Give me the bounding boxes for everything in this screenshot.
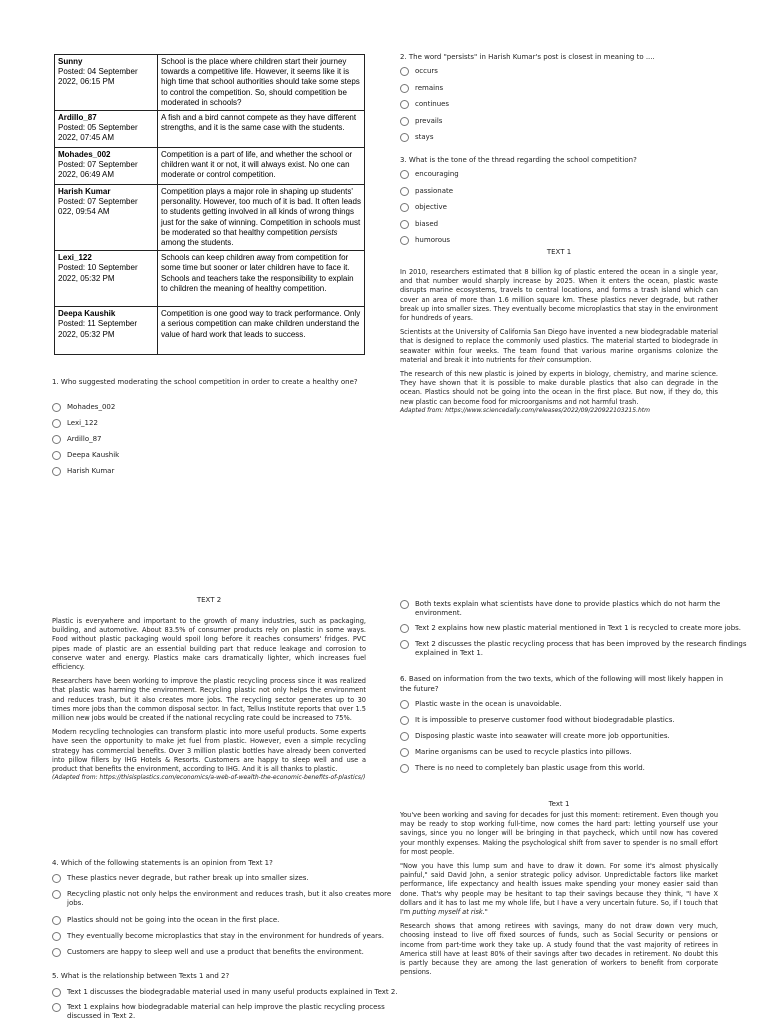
- paragraph: Plastic is everywhere and important to the growth of many industries, such as packaging, building, and automotive. About 83.5% of consumer products rely on plastic in some ways. Food without plastic packaging would spoil long before it reaches consumers' fridges. PVC pipes made of plastic are an essential building part that reduce leakage and corrosion to conserve water and energy. Plastics make cars dramatically lighter, which increases fuel efficiency.: [52, 617, 366, 672]
- answer-option[interactable]: remains: [400, 84, 720, 101]
- answer-option[interactable]: encouraging: [400, 170, 720, 187]
- radio-icon[interactable]: [400, 700, 409, 709]
- radio-icon[interactable]: [400, 748, 409, 757]
- text-1-retirement-heading: Text 1: [548, 800, 570, 808]
- radio-icon[interactable]: [52, 890, 61, 899]
- radio-icon[interactable]: [400, 187, 409, 196]
- question-1: 1. Who suggested moderating the school competition in order to create a healthy one?: [52, 378, 358, 386]
- post-text: Competition is one good way to track performance. Only a serious competition can make children understand the value of hard work that leads to success.: [158, 307, 365, 355]
- question-6-options: [400, 700, 740, 780]
- keyword-persists: persists: [309, 227, 338, 237]
- post-date: Posted: 05 September 2022, 07:45 AM: [58, 123, 138, 143]
- radio-icon[interactable]: [52, 403, 61, 412]
- post-date: Posted: 07 September 2022, 06:49 AM: [58, 160, 138, 180]
- forum-post: [55, 55, 365, 111]
- radio-icon[interactable]: [52, 451, 61, 460]
- question-2: 2. The word "persists" in Harish Kumar's post is closest in meaning to ....: [400, 53, 655, 61]
- radio-icon[interactable]: [52, 988, 61, 997]
- answer-option[interactable]: continues: [400, 100, 720, 117]
- source-citation: (Adapted from: https://thisisplastics.com/economics/a-web-of-wealth-the-economic-benefits-of-plastics/): [52, 774, 366, 782]
- answer-option[interactable]: Deepa Kaushik: [52, 451, 352, 467]
- radio-icon[interactable]: [52, 916, 61, 925]
- post-author: [55, 55, 158, 111]
- radio-icon[interactable]: [400, 133, 409, 142]
- paragraph: In 2010, researchers estimated that 8 billion kg of plastic entered the ocean in a single year, and that number would sharply increase by 2025. When it enters the ocean, plastic waste disrupts marine ecosystems, travels to central locations, and forms a trash island which can cover an area of more than 1.6 million square km. These plastics never degrade, but rather break up into smaller sizes. They eventually become microplastics that stay in the environment for hundreds of years.: [400, 268, 718, 323]
- answer-option[interactable]: biased: [400, 220, 720, 237]
- paragraph: "Now you have this lump sum and have to draw it down. For some it's almost physically painful," said David John, a senior strategic policy advisor. Unpredictable factors like market performance, life expectancy and health issues make spending your money easier said than done. That's why people may be hesitant to tap their savings because they think, "I have X dollars and it has to last me my whole life, but I have a very uncertain future. So, if I touch that I'm putting myself at risk.": [400, 862, 718, 917]
- radio-icon[interactable]: [52, 1003, 61, 1012]
- forum-post: [55, 148, 365, 185]
- text-1-retirement-body: [400, 811, 718, 977]
- question-3-options: [400, 170, 720, 253]
- post-author: [55, 185, 158, 251]
- answer-option[interactable]: Harish Kumar: [52, 467, 352, 483]
- forum-post: [55, 307, 365, 355]
- paragraph: The research of this new plastic is joined by experts in biology, chemistry, and marine science. They have shown that it is possible to make durable plastics that also can degrade in the ocean. Plastics should not be going into the ocean in the first place. But now, if they do, this new plastic can become food for microorganisms and not harmful trash.: [400, 370, 718, 406]
- post-author: [55, 111, 158, 148]
- forum-post: [55, 251, 365, 307]
- radio-icon[interactable]: [400, 203, 409, 212]
- radio-icon[interactable]: [400, 716, 409, 725]
- answer-option[interactable]: objective: [400, 203, 720, 220]
- paragraph: Scientists at the University of California San Diego have invented a new biodegradable material that is designed to replace the commonly used plastics. The material started to biodegrade in seawater within four weeks. The team found that various marine organisms colonize the material and break it into nutrients for their consumption.: [400, 328, 718, 364]
- question-4: 4. Which of the following statements is an opinion from Text 1?: [52, 859, 273, 867]
- question-5: 5. What is the relationship between Texts 1 and 2?: [52, 972, 230, 980]
- radio-icon[interactable]: [52, 419, 61, 428]
- answer-option[interactable]: Text 1 discusses the biodegradable material used in many useful products explained in Text 2.: [52, 988, 402, 1003]
- forum-post: [55, 111, 365, 148]
- username: Lexi_122: [58, 253, 92, 263]
- paragraph: Research shows that among retirees with savings, many do not draw down very much, choosing instead to live off fixed sources of funds, such as Social Security or pensions or income from part-time work they take up. A study found that the vast majority of retirees in America still have at least 80% of their savings after two decades in retirement. No doubt this is partly because they are among the last generation of workers to benefit from corporate pensions.: [400, 922, 718, 977]
- answer-option[interactable]: Ardillo_87: [52, 435, 352, 451]
- text-1-heading: TEXT 1: [546, 248, 572, 256]
- radio-icon[interactable]: [400, 220, 409, 229]
- forum-thread-table: [54, 54, 365, 355]
- answer-option[interactable]: Lexi_122: [52, 419, 352, 435]
- text-2-heading: TEXT 2: [196, 596, 222, 604]
- answer-option[interactable]: Plastics should not be going into the ocean in the first place.: [52, 916, 392, 932]
- post-text: School is the place where children start their journey towards a competitive life. However, it seems like it is high time that school authorities should take some steps to control the competition. So, should competition be moderated in schools?: [158, 55, 365, 111]
- answer-option[interactable]: stays: [400, 133, 720, 150]
- paragraph: You've been working and saving for decades for just this moment: retirement. Even though you may be ready to stop working full-time, now comes the hard part: letting yourself use your savings, since you no longer will be bringing in that paycheck, which until now has covered your monthly expenses. Making the psychological shift from saver to spender is no small effort for most people.: [400, 811, 718, 856]
- question-2-options: [400, 67, 720, 150]
- post-date: Posted: 04 September 2022, 06:15 PM: [58, 67, 138, 87]
- question-6: 6. Based on information from the two texts, which of the following will most likely happen in the future?: [400, 675, 724, 693]
- radio-icon[interactable]: [400, 117, 409, 126]
- post-text: A fish and a bird cannot compete as they have different strengths, and it is the same case with the students.: [158, 111, 365, 148]
- answer-option[interactable]: They eventually become microplastics that stay in the environment for hundreds of years.: [52, 932, 392, 948]
- text-1-body: [400, 268, 718, 415]
- text-2-body: [52, 617, 366, 782]
- answer-option[interactable]: Text 2 explains how new plastic material mentioned in Text 1 is recycled to create more jobs.: [400, 624, 762, 640]
- post-text: Schools can keep children away from competition for some time but sooner or later children have to face it. Schools and teachers take the responsibility to explain to children the meaning of healthy competition.: [158, 251, 365, 307]
- forum-post: [55, 185, 365, 251]
- post-author: [55, 251, 158, 307]
- question-5-options-right: [400, 600, 762, 662]
- answer-option[interactable]: There is no need to completely ban plastic usage from this world.: [400, 764, 740, 780]
- answer-option[interactable]: Text 2 discusses the plastic recycling process that has been improved by the research findings explained in Text 1.: [400, 640, 762, 662]
- radio-icon[interactable]: [400, 600, 409, 609]
- answer-option[interactable]: Marine organisms can be used to recycle plastics into pillows.: [400, 748, 740, 764]
- question-4-options: [52, 874, 392, 964]
- answer-option[interactable]: Disposing plastic waste into seawater will create more job opportunities.: [400, 732, 740, 748]
- answer-option[interactable]: Both texts explain what scientists have done to provide plastics which do not harm the environment.: [400, 600, 762, 624]
- radio-icon[interactable]: [52, 435, 61, 444]
- question-3: 3. What is the tone of the thread regarding the school competition?: [400, 156, 637, 164]
- answer-option[interactable]: Text 1 explains how biodegradable material can help improve the plastic recycling process discussed in Text 2.: [52, 1003, 402, 1023]
- username: Harish Kumar: [58, 187, 111, 197]
- radio-icon[interactable]: [400, 67, 409, 76]
- radio-icon[interactable]: [400, 764, 409, 773]
- question-1-options: [52, 403, 352, 483]
- radio-icon[interactable]: [52, 932, 61, 941]
- radio-icon[interactable]: [400, 100, 409, 109]
- source-citation: Adapted from: https://www.sciencedaily.com/releases/2022/09/220922103215.htm: [400, 406, 650, 414]
- radio-icon[interactable]: [52, 467, 61, 476]
- radio-icon[interactable]: [400, 170, 409, 179]
- username: Mohades_002: [58, 150, 111, 160]
- question-5-options-left: [52, 988, 402, 1023]
- radio-icon[interactable]: [400, 236, 409, 245]
- answer-option[interactable]: prevails: [400, 117, 720, 134]
- answer-option[interactable]: occurs: [400, 67, 720, 84]
- paragraph: Researchers have been working to improve the plastic recycling process since it was realized that plastic was harming the environment. Recycling plastic not only helps the environment and reduces trash, but it also creates more jobs. The recycling sector generates up to 30 times more jobs than the common disposal sector. In fact, Tellus Institute reports that over 1.5 million new jobs would be created if the national recycling rate could be increased to 75%.: [52, 677, 366, 723]
- radio-icon[interactable]: [400, 84, 409, 93]
- radio-icon[interactable]: [400, 732, 409, 741]
- answer-option[interactable]: It is impossible to preserve customer food without biodegradable plastics.: [400, 716, 740, 732]
- answer-option[interactable]: These plastics never degrade, but rather break up into smaller sizes.: [52, 874, 392, 890]
- post-author: [55, 148, 158, 185]
- username: Ardillo_87: [58, 113, 97, 123]
- post-date: Posted: 11 September 2022, 05:32 PM: [58, 319, 138, 339]
- answer-option[interactable]: Customers are happy to sleep well and use a product that benefits the environment.: [52, 948, 392, 964]
- username: Deepa Kaushik: [58, 309, 116, 319]
- radio-icon[interactable]: [400, 624, 409, 633]
- answer-option[interactable]: passionate: [400, 187, 720, 204]
- answer-option[interactable]: Plastic waste in the ocean is unavoidable.: [400, 700, 740, 716]
- post-date: Posted: 07 September 022, 09:54 AM: [58, 197, 138, 217]
- post-author: [55, 307, 158, 355]
- radio-icon[interactable]: [52, 948, 61, 957]
- radio-icon[interactable]: [400, 640, 409, 649]
- answer-option[interactable]: Mohades_002: [52, 403, 352, 419]
- post-text: Competition is a part of life, and whether the school or children want it or not, it will always exist. No one can moderate or control competition.: [158, 148, 365, 185]
- answer-option[interactable]: Recycling plastic not only helps the environment and reduces trash, but it also creates more jobs.: [52, 890, 392, 916]
- paragraph: Modern recycling technologies can transform plastic into more useful products. Some experts have seen the opportunity to make jet fuel from plastic. However, even a simple recycling strategy has commercial benefits. Over 3 million plastic bottles have already been converted into pillow fillers by IHG Hotels & Resorts. Customers are happy to sleep well and use a product that benefits the environment, according to IHG. And it is all thanks to plastic.: [52, 728, 366, 774]
- username: Sunny: [58, 57, 83, 66]
- answer-option[interactable]: humorous: [400, 236, 720, 253]
- radio-icon[interactable]: [52, 874, 61, 883]
- post-date: Posted: 10 September 2022, 05:32 PM: [58, 263, 138, 283]
- post-text: Competition plays a major role in shaping up students' personality. However, too much of it is bad. It often leads to students getting involved in all kinds of wrong things just for the sake of winning. Competition in schools must be moderated so that healthy competition persists among the students.: [158, 185, 365, 251]
